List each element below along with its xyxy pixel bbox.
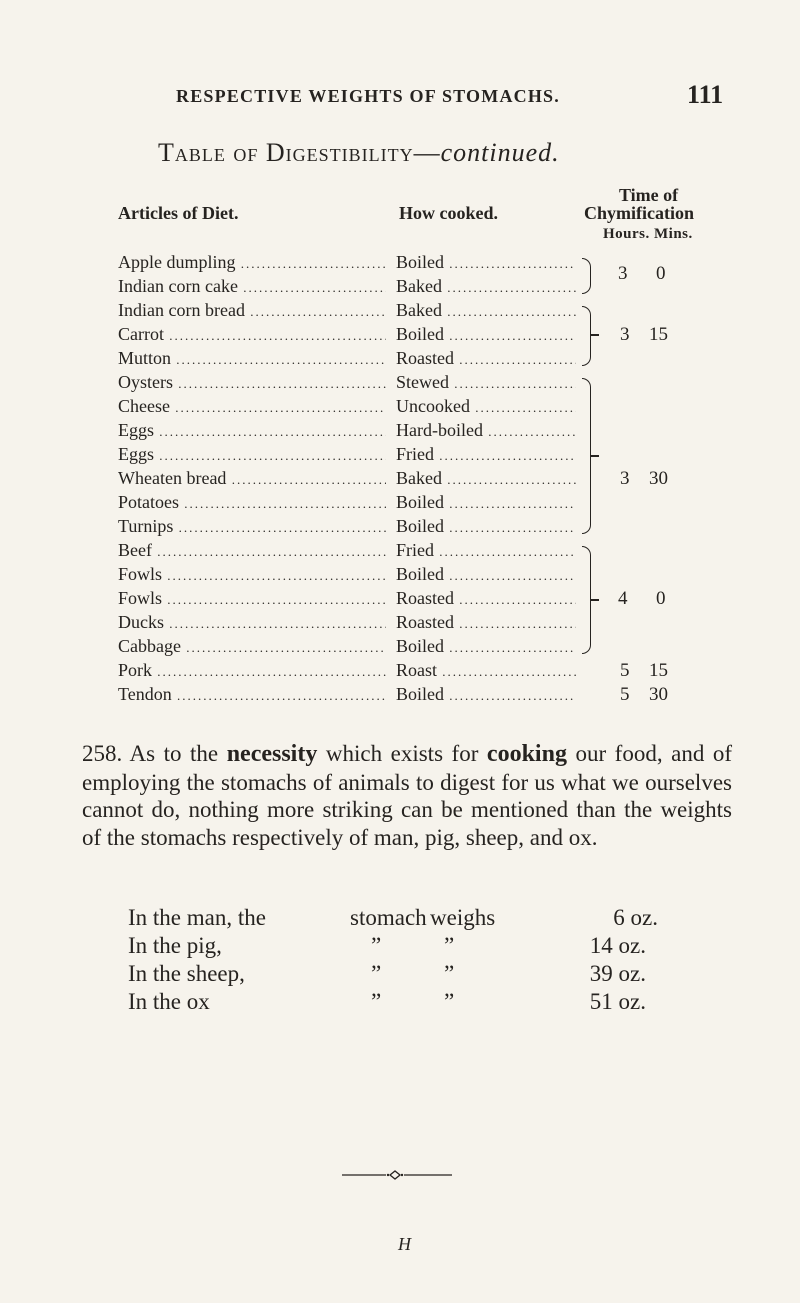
method-cell: Boiled ..... bbox=[396, 516, 576, 537]
time-mins: 30 bbox=[649, 468, 668, 489]
weights-row bbox=[128, 989, 748, 1019]
table-row bbox=[0, 588, 800, 612]
table-row bbox=[0, 684, 800, 708]
table-row bbox=[0, 540, 800, 564]
method-cell: Baked ..... bbox=[396, 276, 576, 297]
method-cell: Fried ..... bbox=[396, 540, 576, 561]
method-cell: Roast ..... bbox=[396, 660, 576, 681]
table-row bbox=[0, 444, 800, 468]
article-cell: Pork ..... bbox=[118, 660, 386, 681]
method-cell: Boiled ..... bbox=[396, 636, 576, 657]
brace-group-1 bbox=[582, 258, 591, 294]
table-title-dash: — bbox=[413, 138, 441, 167]
table-row bbox=[0, 300, 800, 324]
weight-subject: In the pig, bbox=[128, 933, 222, 958]
table-row bbox=[0, 276, 800, 300]
weight-subject: In the sheep, bbox=[128, 961, 245, 986]
article-cell: Cheese ..... bbox=[118, 396, 386, 417]
brace-tip bbox=[590, 334, 599, 336]
header-time-line2: Chymification bbox=[584, 203, 694, 223]
article-cell: Cabbage ..... bbox=[118, 636, 386, 657]
time-mins: 30 bbox=[649, 684, 668, 705]
running-title: RESPECTIVE WEIGHTS OF STOMACHS. bbox=[176, 86, 560, 106]
time-hours: 3 bbox=[618, 263, 628, 284]
ditto-mark: ” bbox=[444, 961, 455, 986]
weight-value: 51 oz. bbox=[589, 989, 646, 1014]
method-cell: Boiled ..... bbox=[396, 252, 576, 273]
ditto-mark: ” bbox=[371, 989, 382, 1014]
table-title-main: Table of Digestibility bbox=[158, 138, 414, 167]
brace-tip bbox=[590, 599, 599, 601]
time-hours: 5 bbox=[620, 684, 630, 705]
method-cell: Roasted ..... bbox=[396, 612, 576, 633]
article-cell: Fowls ..... bbox=[118, 564, 386, 585]
time-mins: 15 bbox=[649, 660, 668, 681]
method-cell: Roasted ..... bbox=[396, 348, 576, 369]
table-row bbox=[0, 348, 800, 372]
table-title-continued: continued. bbox=[440, 138, 560, 167]
brace-group-2 bbox=[582, 306, 591, 366]
time-mins: 15 bbox=[649, 324, 668, 345]
paragraph-text: our food, and of employing the stomachs of animals to digest for us what we ourselves cannot do, nothing more striking can be mentioned than the weights of the stomachs respectively of man, pig, sheep, and ox. bbox=[82, 741, 733, 850]
method-cell: Roasted ..... bbox=[396, 588, 576, 609]
article-cell: Indian corn cake ..... bbox=[118, 276, 386, 297]
table-row bbox=[0, 636, 800, 660]
table-row bbox=[0, 612, 800, 636]
article-cell: Indian corn bread ..... bbox=[118, 300, 386, 321]
table-row bbox=[0, 396, 800, 420]
table-row bbox=[0, 324, 800, 348]
table-row bbox=[0, 516, 800, 540]
table-row bbox=[0, 420, 800, 444]
method-cell: Stewed ..... bbox=[396, 372, 576, 393]
weight-value: 14 oz. bbox=[589, 933, 646, 958]
time-hours: 5 bbox=[620, 660, 630, 681]
method-cell: Fried ..... bbox=[396, 444, 576, 465]
section-divider-ornament bbox=[342, 1170, 452, 1180]
weight-word-2: weighs bbox=[430, 905, 496, 930]
ditto-mark: ” bbox=[371, 933, 382, 958]
table-row bbox=[0, 564, 800, 588]
paragraph-text: which exists for bbox=[317, 741, 487, 766]
table-row bbox=[0, 372, 800, 396]
body-paragraph bbox=[82, 740, 732, 851]
method-cell: Hard-boiled ..... bbox=[396, 420, 576, 441]
table-row bbox=[0, 660, 800, 684]
table-row bbox=[0, 468, 800, 492]
time-hours: 4 bbox=[618, 588, 628, 609]
weight-subject: In the man, the bbox=[128, 905, 266, 930]
article-cell: Oysters ..... bbox=[118, 372, 386, 393]
weights-row bbox=[128, 961, 748, 991]
header-time-line1: Time of bbox=[619, 185, 679, 205]
brace-tip bbox=[590, 455, 599, 457]
time-mins: 0 bbox=[656, 263, 666, 284]
article-cell: Tendon ..... bbox=[118, 684, 386, 705]
method-cell: Boiled ..... bbox=[396, 684, 576, 705]
article-cell: Wheaten bread ..... bbox=[118, 468, 386, 489]
time-hours: 3 bbox=[620, 324, 630, 345]
article-cell: Eggs ..... bbox=[118, 420, 386, 441]
weights-row bbox=[128, 905, 748, 935]
paragraph-text: As to the bbox=[122, 741, 227, 766]
method-cell: Boiled ..... bbox=[396, 564, 576, 585]
weight-subject: In the ox bbox=[128, 989, 210, 1014]
time-mins: 0 bbox=[656, 588, 666, 609]
article-cell: Ducks ..... bbox=[118, 612, 386, 633]
article-cell: Eggs ..... bbox=[118, 444, 386, 465]
article-cell: Apple dumpling ..... bbox=[118, 252, 386, 273]
header-articles: Articles of Diet. bbox=[118, 203, 239, 223]
ditto-mark: ” bbox=[444, 989, 455, 1014]
time-hours: 3 bbox=[620, 468, 630, 489]
article-cell: Carrot ..... bbox=[118, 324, 386, 345]
header-units: Hours. Mins. bbox=[603, 226, 693, 242]
table-row bbox=[0, 492, 800, 516]
article-cell: Turnips ..... bbox=[118, 516, 386, 537]
table-title bbox=[158, 138, 560, 168]
method-cell: Uncooked ..... bbox=[396, 396, 576, 417]
weight-value: 6 oz. bbox=[613, 905, 658, 930]
ditto-mark: ” bbox=[371, 961, 382, 986]
article-cell: Mutton ..... bbox=[118, 348, 386, 369]
article-cell: Potatoes ..... bbox=[118, 492, 386, 513]
emphasis-necessity: necessity bbox=[226, 741, 318, 767]
method-cell: Baked ..... bbox=[396, 300, 576, 321]
method-cell: Baked ..... bbox=[396, 468, 576, 489]
method-cell: Boiled ..... bbox=[396, 324, 576, 345]
ditto-mark: ” bbox=[444, 933, 455, 958]
running-head bbox=[0, 80, 800, 114]
emphasis-cooking: cooking bbox=[486, 741, 567, 767]
weights-row bbox=[128, 933, 748, 963]
weight-value: 39 oz. bbox=[589, 961, 646, 986]
paragraph-number: 258. bbox=[82, 741, 123, 766]
page-number: 111 bbox=[687, 80, 724, 109]
weight-word-1: stomach bbox=[350, 905, 427, 930]
article-cell: Beef ..... bbox=[118, 540, 386, 561]
table-row bbox=[0, 252, 800, 276]
article-cell: Fowls ..... bbox=[118, 588, 386, 609]
header-how-cooked: How cooked. bbox=[399, 203, 498, 223]
method-cell: Boiled ..... bbox=[396, 492, 576, 513]
signature-mark: H bbox=[398, 1234, 411, 1254]
